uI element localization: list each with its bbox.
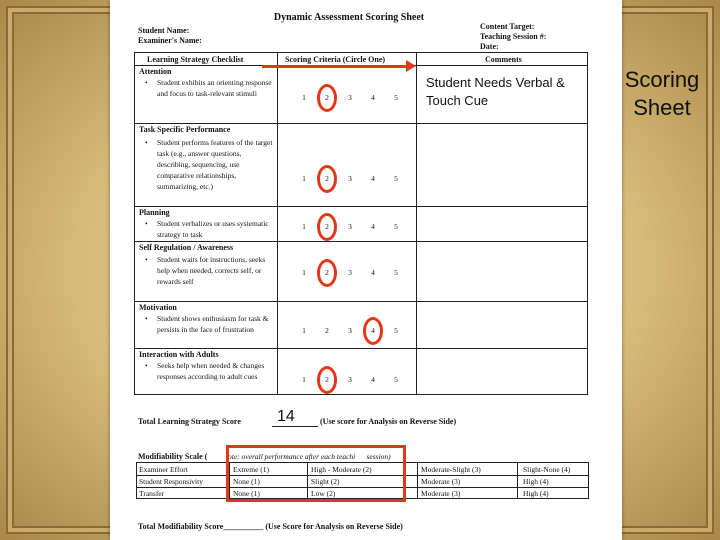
scale-value[interactable]: 5 (394, 326, 398, 335)
scale-value[interactable]: 3 (348, 375, 352, 384)
bullet-dot: • (145, 138, 148, 147)
bullet-text: Student exhibits an orienting response and focus to task-relevant stimuli (157, 78, 272, 98)
row-divider (135, 123, 587, 124)
total-score-note: (Use score for Analysis on Reverse Side) (320, 417, 457, 426)
score-circle (317, 366, 337, 394)
bullet-text: Student shows enthusiasm for task & persists in the face of frustration (157, 314, 269, 334)
scale-value[interactable]: 2 (325, 326, 329, 335)
scale-value[interactable]: 5 (394, 375, 398, 384)
modifiability-option[interactable]: Moderate (3) (421, 489, 461, 498)
section-bullet-motivation (143, 313, 275, 335)
total-modifiability-label: Total Modifiability Score__________ (Use Score for Analysis on Reverse Side) (138, 522, 403, 531)
modifiability-option[interactable]: None (1) (233, 489, 260, 498)
annotation-arrow (262, 65, 410, 68)
modifiability-note-text: ote: overall performance after each teachi (228, 452, 356, 461)
modifiability-row-label: Transfer (139, 489, 165, 498)
modifiability-option[interactable]: None (1) (233, 477, 260, 486)
bullet-dot: • (145, 219, 148, 228)
section-title-interaction: Interaction with Adults (139, 350, 219, 359)
modifiability-option[interactable]: High (4) (523, 489, 549, 498)
column-divider (517, 463, 518, 498)
modifiability-row-label: Examiner Effort (139, 465, 188, 474)
scale-value[interactable]: 2 (325, 375, 329, 384)
modifiability-option[interactable]: Moderate (3) (421, 477, 461, 486)
scale-value[interactable]: 5 (394, 222, 398, 231)
teaching-session-label: Teaching Session #: (480, 32, 547, 41)
scale-value[interactable]: 3 (348, 268, 352, 277)
scale-value[interactable]: 1 (302, 268, 306, 277)
modifiability-option[interactable]: Slight-None (4) (523, 465, 571, 474)
scale-value[interactable]: 4 (371, 174, 375, 183)
score-circle (363, 317, 383, 345)
scale-value[interactable]: 2 (325, 174, 329, 183)
modifiability-option[interactable]: Slight (2) (311, 477, 340, 486)
section-title-planning: Planning (139, 208, 170, 217)
total-score-label: Total Learning Strategy Score (138, 417, 241, 426)
column-divider (417, 463, 418, 498)
scale-value[interactable]: 2 (325, 93, 329, 102)
arrow-head-icon (406, 60, 416, 72)
section-title-task-performance: Task Specific Performance (139, 125, 231, 134)
scale-value[interactable]: 2 (325, 222, 329, 231)
bullet-text: Student verbalizes or uses systematic strategy to task (157, 219, 269, 239)
section-bullet-interaction (143, 360, 275, 382)
section-title-self-regulation: Self Regulation / Awareness (139, 243, 234, 252)
modifiability-option[interactable]: High (4) (523, 477, 549, 486)
column-divider (277, 53, 278, 394)
bullet-dot: • (145, 255, 148, 264)
modifiability-title: Modifiability Scale ( (138, 452, 208, 461)
bullet-dot: • (145, 361, 148, 370)
score-circle (317, 259, 337, 287)
scale-value[interactable]: 4 (371, 93, 375, 102)
section-title-motivation: Motivation (139, 303, 177, 312)
scale-value[interactable]: 4 (371, 326, 375, 335)
slide-title: Scoring Sheet (624, 67, 700, 120)
date-label: Date: (480, 42, 499, 51)
scoring-sheet (110, 0, 622, 540)
score-circle (317, 165, 337, 193)
section-title-attention: Attention (139, 67, 172, 76)
total-score-value: 14 (277, 408, 295, 425)
comment-note: Student Needs Verbal & Touch Cue (426, 75, 565, 108)
comments-header: Comments (485, 55, 522, 64)
scale-value[interactable]: 5 (394, 268, 398, 277)
modifiability-option[interactable]: High - Moderate (2) (311, 465, 372, 474)
bullet-text: Student performs features of the target task (e.g., answer questions, describing, sequencing, use comparative relationships, summarizing, etc.) (157, 138, 273, 191)
section-bullet-self-regulation (143, 254, 275, 287)
scale-value[interactable]: 4 (371, 375, 375, 384)
scale-value[interactable]: 5 (394, 174, 398, 183)
scale-value[interactable]: 4 (371, 268, 375, 277)
row-divider (135, 206, 587, 207)
scale-value[interactable]: 3 (348, 326, 352, 335)
section-bullet-task-performance (143, 137, 275, 192)
scale-value[interactable]: 1 (302, 375, 306, 384)
bullet-dot: • (145, 78, 148, 87)
scale-value[interactable]: 3 (348, 222, 352, 231)
scale-value[interactable]: 1 (302, 222, 306, 231)
total-score-underline (272, 426, 318, 427)
scale-value[interactable]: 3 (348, 93, 352, 102)
checklist-header: Learning Strategy Checklist (147, 55, 244, 64)
bullet-dot: • (145, 314, 148, 323)
scale-value[interactable]: 2 (325, 268, 329, 277)
score-circle (317, 213, 337, 241)
row-divider (135, 241, 587, 242)
section-bullet-attention (143, 77, 275, 99)
modifiability-row-label: Student Responsivity (139, 477, 203, 486)
row-divider (135, 348, 587, 349)
scale-value[interactable]: 5 (394, 93, 398, 102)
modifiability-note-end: session) (366, 452, 391, 461)
score-circle (317, 84, 337, 112)
bullet-text: Seeks help when needed & changes responses according to adult cues (157, 361, 265, 381)
scale-value[interactable]: 1 (302, 174, 306, 183)
criteria-header: Scoring Criteria (Circle One) (285, 55, 386, 64)
content-target-label: Content Target: (480, 22, 535, 31)
column-divider (416, 53, 417, 394)
scale-value[interactable]: 4 (371, 222, 375, 231)
highlight-box (226, 445, 406, 502)
modifiability-option[interactable]: Moderate-Slight (3) (421, 465, 481, 474)
scale-value[interactable]: 1 (302, 326, 306, 335)
section-bullet-planning (143, 218, 275, 240)
scale-value[interactable]: 3 (348, 174, 352, 183)
scale-value[interactable]: 1 (302, 93, 306, 102)
modifiability-option[interactable]: Low (2) (311, 489, 336, 498)
bullet-text: Student waits for instructions, seeks help when needed, corrects self, or rewards self (157, 255, 266, 286)
examiner-name-label: Examiner's Name: (138, 36, 202, 45)
sheet-title: Dynamic Assessment Scoring Sheet (273, 12, 425, 23)
student-name-label: Student Name: (138, 26, 190, 35)
row-divider (135, 301, 587, 302)
modifiability-option[interactable]: Extreme (1) (233, 465, 270, 474)
